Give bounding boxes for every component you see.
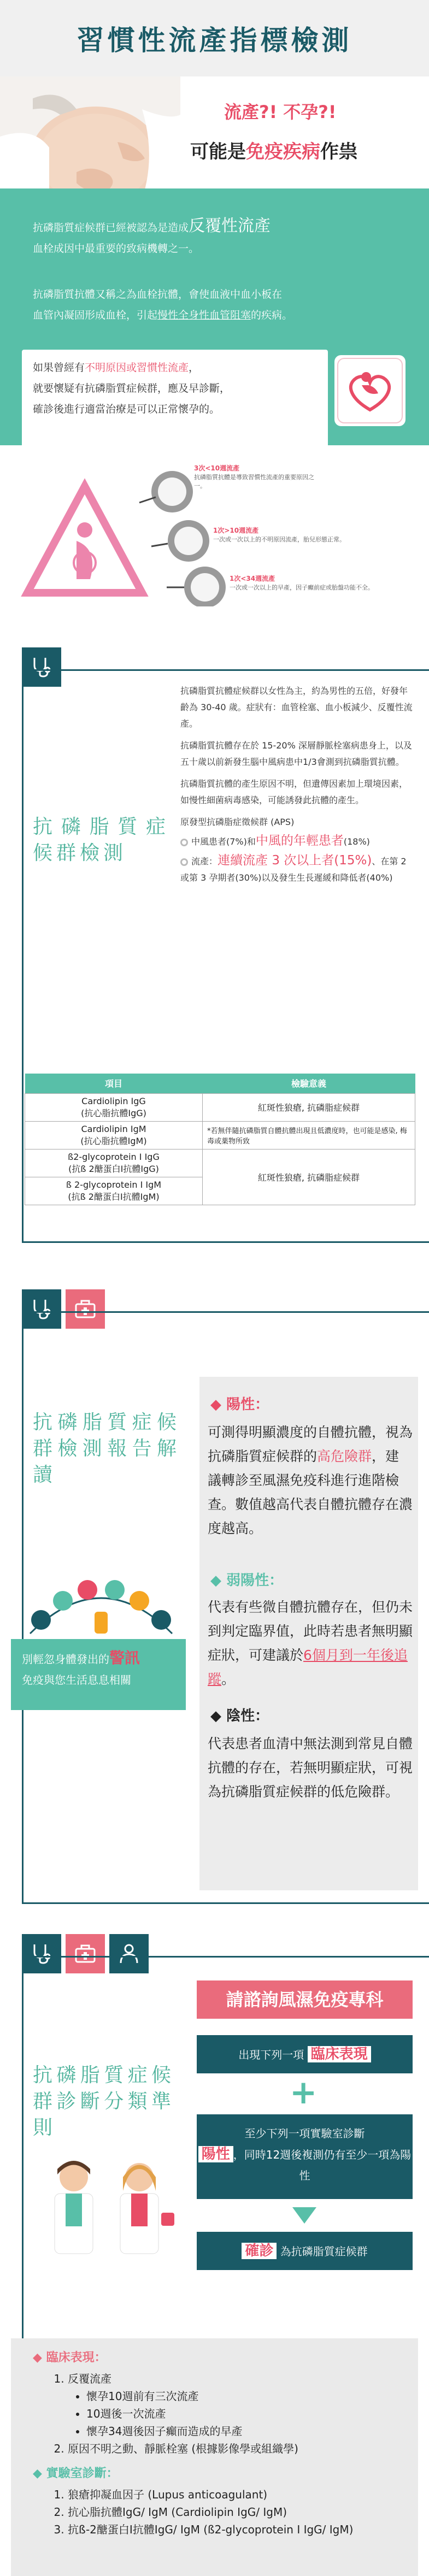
sub-list <box>68 2388 396 2440</box>
list-item: 1. 狼瘡抑凝血因子 (Lupus anticoagulant) <box>68 2486 396 2503</box>
negative-heading: ◆ 陰性： <box>210 1708 269 1724</box>
hero-title-bar <box>0 0 429 76</box>
section2-p3: 抗磷脂質抗體的產生原因不明，但遺傳因素加上環境因素，如慢性細菌病毒感染，可能誘發此抗體的產生。 <box>180 779 408 805</box>
section2-title: 抗磷脂質症候群檢測 <box>33 816 169 864</box>
list-item: • 10週後一次流產 <box>86 2405 396 2422</box>
list-item: 2. 抗心脂抗體IgG/ IgM (Cardiolipin IgG/ IgM) <box>68 2503 396 2521</box>
lab-test-table-wrapper <box>25 1074 415 1205</box>
section2-b2-a: 流產： <box>191 856 218 866</box>
table-header-meaning: 檢驗意義 <box>203 1074 415 1093</box>
section2-b1-a: 中風患者(7%)和 <box>191 836 256 847</box>
intro-paragraph-3 <box>22 350 328 448</box>
list-item: • 懷孕34週後因子癲而造成的早產 <box>86 2422 396 2440</box>
lab-criteria-box <box>197 2114 413 2199</box>
positive-heading: ◆ 陽性： <box>210 1396 269 1413</box>
box1-text: 出現下列一項 <box>238 2048 304 2061</box>
weak-text-a: 代表有些微自體抗體存在，但仍未到判定臨界值，此時若患者無明顯症狀，可建議於 <box>208 1599 413 1663</box>
weak-text-b: 。 <box>221 1671 236 1687</box>
hero-subtitle-highlight: 免疫疾病 <box>246 141 320 163</box>
bullet-circle-icon <box>180 858 188 866</box>
box2-highlight: 陽性 <box>198 2146 233 2162</box>
positive-text-b: ，建議轉診至風濕免疫科進行進階檢查。數值越高代表自體抗體存在濃度越高。 <box>208 1448 413 1536</box>
intro-p2-c: 的疾病。 <box>251 309 293 321</box>
section2-p2: 抗磷脂質抗體存在於 15-20% 深層靜脈栓塞病患身上，以及五十歲以前新發生腦中風病患中1/3會測到抗磷脂質抗體。 <box>180 740 412 767</box>
hero-subtitle <box>190 137 357 163</box>
intro-paragraph-2 <box>33 284 292 326</box>
intro-p1-b: 血栓成因中最重要的致病機轉之一。 <box>33 243 199 255</box>
table-row <box>25 1093 415 1121</box>
arrow-down-icon <box>292 2207 316 2224</box>
lab-heading: ◆ 實驗室診斷： <box>33 2467 119 2480</box>
warning-box <box>11 1639 186 1710</box>
fetal-note-2-title: 1次>10週流產 <box>213 527 259 534</box>
list-item: 3. 抗ß-2醣蛋白I抗體IgG/ IgM (ß2-glycoprotein I IgG/ IgM) <box>68 2521 396 2538</box>
clinical-item-1: 反覆流產 <box>68 2372 111 2385</box>
consult-header: 請諮詢風濕免疫專科 <box>197 1980 413 2019</box>
intro-paragraph-1 <box>33 216 271 259</box>
box3-text: 為抗磷脂質症候群 <box>280 2245 368 2258</box>
positive-label: 陽性 <box>226 1396 255 1413</box>
bullet-circle-icon <box>180 839 188 846</box>
intro-p1-emphasis: 反覆性流產 <box>189 216 271 235</box>
weak-positive-heading: ◆ 弱陽性： <box>210 1572 284 1589</box>
table-cell-test: ß2-glycoprotein I IgG (抗ß 2醣蛋白I抗體IgG) <box>25 1149 203 1177</box>
intro-p2-b: 血管內凝固形成血栓，引起 <box>33 309 158 321</box>
warning-text-b: 免疫與您生活息息相關 <box>22 1673 131 1687</box>
intro-p1-a: 抗磷脂質症候群已經被認為是造成 <box>33 222 189 234</box>
box2-text-b: ，同時12週後複測仍有至少一項為陽性 <box>233 2148 412 2182</box>
list-item: • 懷孕10週前有三次流產 <box>86 2388 396 2405</box>
mother-baby-icon <box>334 355 406 426</box>
immune-icons-illustration <box>19 1573 183 1639</box>
intro-p3-d: 確診後進行適當治療是可以正常懷孕的。 <box>33 403 220 415</box>
section2-bullet-1 <box>180 833 415 850</box>
lab-list <box>33 2486 396 2538</box>
section2-b1-b: (18%) <box>343 836 370 847</box>
weak-positive-label: 弱陽性 <box>226 1572 269 1589</box>
table-cell-test: Cardiolipin IgG (抗心脂抗體IgG) <box>25 1093 203 1121</box>
hero-question: 流產?! 不孕?! <box>224 102 337 122</box>
box1-highlight: 臨床表現 <box>308 2046 371 2062</box>
clinical-heading: ◆ 臨床表現： <box>33 2351 107 2365</box>
table-cell-test: ß 2-glycoprotein I IgM (抗ß 2醣蛋白I抗體IgM) <box>25 1177 203 1205</box>
box3-highlight: 確診 <box>242 2243 277 2259</box>
fetal-note-1 <box>194 463 325 490</box>
table-cell-meaning: *若無伴隨抗磷脂質自體抗體出現且低濃度時，也可能是感染, 梅毒或薬物所致 <box>203 1121 415 1149</box>
criteria-list <box>11 2338 418 2576</box>
lab-test-table <box>25 1074 415 1205</box>
lab-heading-text: 實驗室診斷： <box>46 2467 119 2480</box>
section2-b1-pink: 中風的年輕患者 <box>255 834 344 848</box>
doctors-illustration <box>33 2153 180 2262</box>
section2-b2-b: 、在第 2 或第 3 孕期者(30%)以及發生生長遲緩和降低者(40%) <box>180 856 407 883</box>
negative-text: 代表患者血清中無法測到常見自體抗體的存在，若無明顯症狀，可視為抗磷脂質症候群的低危險群。 <box>208 1736 413 1800</box>
weak-positive-text <box>208 1595 413 1691</box>
section2-bullet-2 <box>180 852 415 886</box>
intro-p3-pink: 不明原因或習慣性流產 <box>85 362 189 374</box>
table-header-item: 項目 <box>25 1074 203 1093</box>
list-item: 2. 原因不明之動、靜脈栓塞 (根據影像學或組織學) <box>68 2440 396 2457</box>
intro-p3-b: ， <box>189 362 199 374</box>
table-cell-test: Cardiolipin IgM (抗心脂抗體IgM) <box>25 1121 203 1149</box>
positive-highlight: 高危險群 <box>317 1448 372 1464</box>
fetal-note-2-text: 一次或一次以上的不明原因流產，胎兒形態正常。 <box>213 536 345 543</box>
weak-highlight: 6個月到一年後追蹤 <box>208 1647 408 1687</box>
warning-text-a: 別輕忽身體發出的 <box>22 1653 109 1666</box>
clinical-list <box>33 2370 396 2457</box>
table-header-row <box>25 1074 415 1093</box>
table-row <box>25 1121 415 1149</box>
clinical-criteria-box <box>197 2035 413 2073</box>
section2-text <box>180 683 415 892</box>
positive-text-a: 可測得明顯濃度的自體抗體，視為抗磷脂質症候群的 <box>208 1424 413 1464</box>
diamond-icon: ◆ <box>210 1572 221 1589</box>
hero-subtitle-post: 作祟 <box>320 141 357 163</box>
section2-b2-pink: 連續流產 3 次以上者(15%) <box>218 853 372 868</box>
list-item <box>68 2370 396 2440</box>
table-cell-meaning: 紅斑性狼瘡, 抗磷脂症候群 <box>203 1093 415 1121</box>
fetal-note-3-text: 一次或一次以上的早產，因子癲前症或胎盤功能不全。 <box>230 584 374 591</box>
box2-text-a: 至少下列一項實驗室診斷 <box>244 2127 365 2140</box>
section3-title: 抗磷脂質症候群檢測報告解讀 <box>33 1411 180 1486</box>
diamond-icon: ◆ <box>210 1396 221 1413</box>
fetal-note-1-title: 3次<10週流產 <box>194 464 240 472</box>
page-title: 習慣性流產指標檢測 <box>77 25 352 56</box>
intro-p3-c: 就要懷疑有抗磷脂質症候群，應及早診斷， <box>33 382 231 394</box>
warning-highlight: 警訊 <box>109 1649 140 1667</box>
fetal-note-2 <box>213 526 355 544</box>
table-cell-meaning: 紅斑性狼瘡, 抗磷脂症候群 <box>203 1149 415 1205</box>
intro-p2-a: 抗磷脂質抗體又稱之為血栓抗體，會使血液中血小板在 <box>33 288 283 300</box>
table-row <box>25 1149 415 1177</box>
diamond-icon: ◆ <box>210 1708 221 1724</box>
fetal-note-3 <box>230 574 393 592</box>
section2-p4: 原發型抗磷脂症徵候群 (APS) <box>180 817 295 827</box>
fetal-note-1-text: 抗磷脂質抗體是導致習慣性流產的重要原因之一。 <box>194 474 314 490</box>
fetal-note-3-title: 1次<34週流產 <box>230 575 275 582</box>
clinical-heading-text: 臨床表現： <box>46 2351 107 2365</box>
intro-p2-underline: 慢性全身性血管阻塞 <box>157 309 251 321</box>
section4-title: 抗磷脂質症候群診斷分類準則 <box>33 2064 175 2139</box>
positive-text <box>208 1420 413 1541</box>
negative-label: 陰性 <box>226 1708 255 1724</box>
intro-p3-a: 如果曾經有 <box>33 362 85 374</box>
hero-subtitle-pre: 可能是 <box>190 141 246 163</box>
diagnosis-box <box>197 2232 413 2270</box>
plus-icon: + <box>290 2073 318 2112</box>
section2-p1: 抗磷脂質抗體症候群以女性為主，約為男性的五倍，好發年齡為 30-40 歲。症狀有：血管栓塞、血小板減少、反覆性流產。 <box>180 686 413 729</box>
